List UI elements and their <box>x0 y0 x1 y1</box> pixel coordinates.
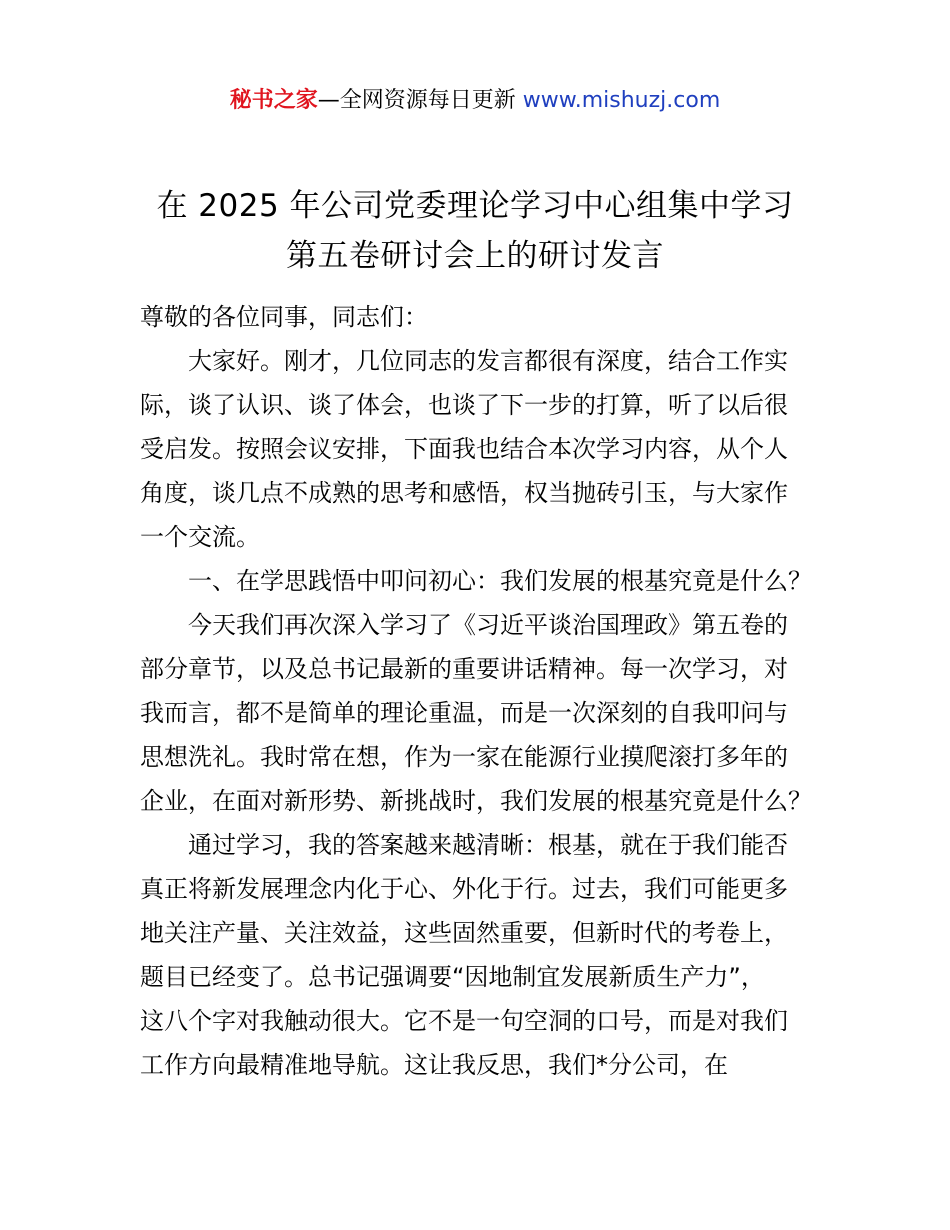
header-tagline: —全网资源每日更新 <box>317 88 523 113</box>
body-line: 角度，谈几点不成熟的思考和感悟，权当抛砖引玉，与大家作 <box>140 479 788 507</box>
body-line: 通过学习，我的答案越来越清晰：根基，就在于我们能否 <box>188 831 788 859</box>
site-url-link[interactable]: www.mishuzj.com <box>522 88 721 113</box>
body-line: 际，谈了认识、谈了体会，也谈了下一步的打算，听了以后很 <box>140 391 788 419</box>
body-line: 大家好。刚才，几位同志的发言都很有深度，结合工作实 <box>188 347 788 375</box>
body-line: 这八个字对我触动很大。它不是一句空洞的口号，而是对我们 <box>140 1007 788 1035</box>
site-header <box>0 86 950 116</box>
body-line: 我而言，都不是简单的理论重温，而是一次深刻的自我叩问与 <box>140 699 788 727</box>
body-line: 工作方向最精准地导航。这让我反思，我们*分公司，在 <box>140 1051 728 1079</box>
document-title-line-2: 第五卷研讨会上的研讨发言 <box>286 238 664 274</box>
body-line: 一个交流。 <box>140 523 260 551</box>
salutation: 尊敬的各位同事，同志们： <box>140 303 428 331</box>
body-line: 真正将新发展理念内化于心、外化于行。过去，我们可能更多 <box>140 875 788 903</box>
body-line: 地关注产量、关注效益，这些固然重要，但新时代的考卷上， <box>140 919 788 947</box>
body-line: 思想洗礼。我时常在想，作为一家在能源行业摸爬滚打多年的 <box>140 743 788 771</box>
body-line: 受启发。按照会议安排，下面我也结合本次学习内容，从个人 <box>140 435 788 463</box>
body-line: 企业，在面对新形势、新挑战时，我们发展的根基究竟是什么？ <box>140 787 812 815</box>
brand-name: 秘书之家 <box>229 88 318 113</box>
body-line: 今天我们再次深入学习了《习近平谈治国理政》第五卷的 <box>188 611 788 639</box>
section-heading: 一、在学思践悟中叩问初心：我们发展的根基究竟是什么？ <box>188 567 812 595</box>
document-body <box>140 295 840 1087</box>
document-title-line-1: 在 2025 年公司党委理论学习中心组集中学习 <box>156 188 794 224</box>
body-line: 题目已经变了。总书记强调要“因地制宜发展新质生产力”， <box>140 963 765 991</box>
body-line: 部分章节，以及总书记最新的重要讲话精神。每一次学习，对 <box>140 655 788 683</box>
